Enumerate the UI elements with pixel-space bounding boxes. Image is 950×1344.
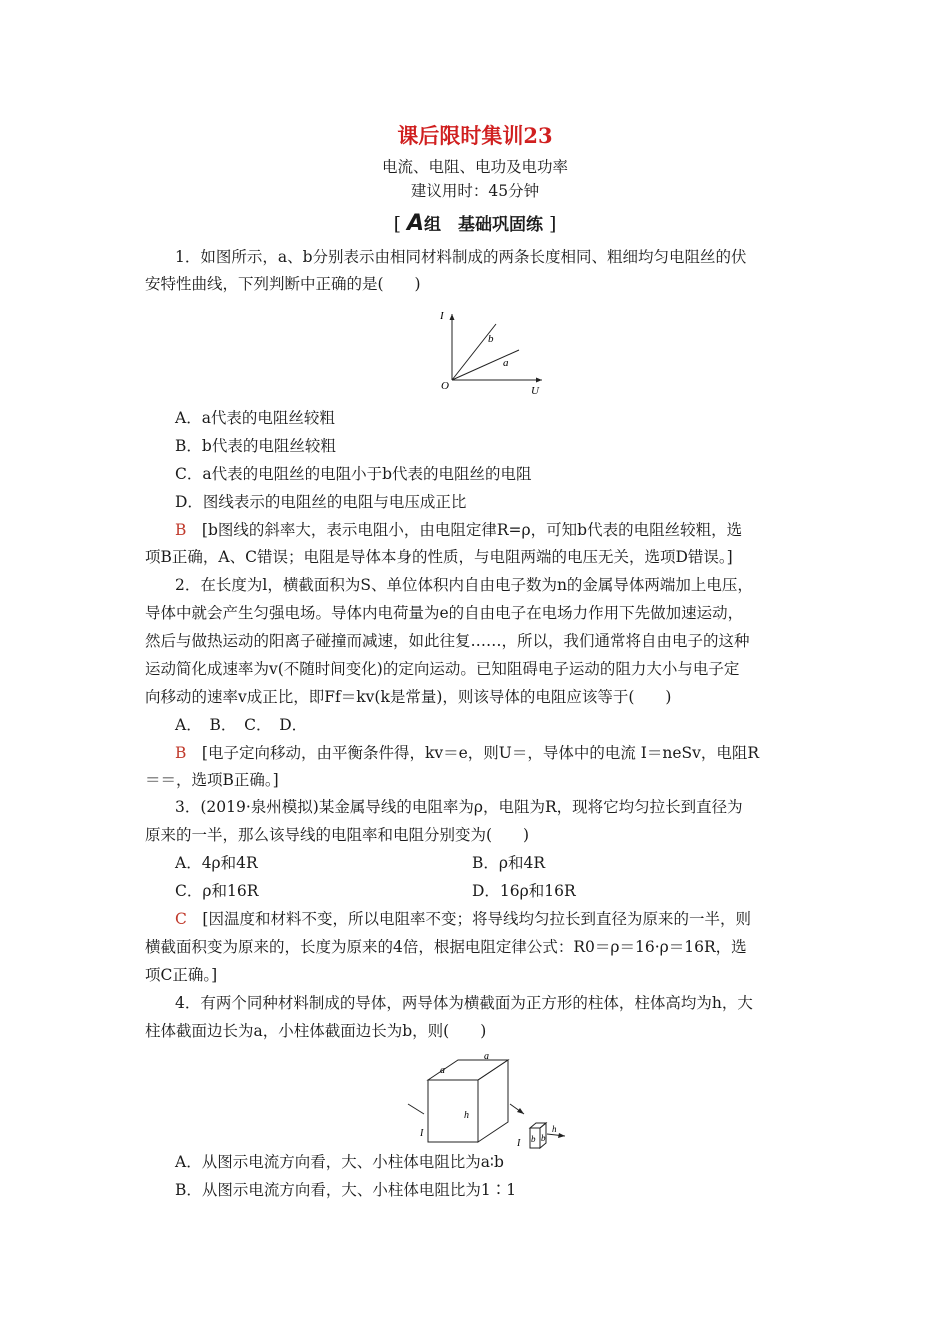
q2-answer-text1: [电子定向移动，由平衡条件得，kv＝e，则U＝，导体中的电流 I＝neSv，电阻R: [201, 744, 760, 762]
q4-option-a: A．从图示电流方向看，大、小柱体电阻比为a∶b: [175, 1153, 504, 1171]
small-b-label-1: b: [531, 1134, 536, 1144]
origin-label: O: [441, 380, 449, 392]
big-current-in: [408, 1104, 424, 1114]
group-close-bracket: ]: [548, 213, 557, 235]
q4-stem-line2: 柱体截面边长为a，小柱体截面边长为b，则( ): [145, 1022, 487, 1040]
line-b-label: b: [488, 333, 494, 345]
q1-iu-graph: [430, 308, 550, 400]
big-current-arrow: [517, 1108, 524, 1114]
q1-stem-line1: 1．如图所示，a、b分别表示由相同材料制成的两条长度相同、粗细均匀电阻丝的伏: [175, 248, 747, 266]
q2-answer-letter: B: [175, 744, 187, 762]
big-top-label-2: a: [484, 1051, 489, 1062]
q3-option-d: D．16ρ和16R: [472, 882, 576, 900]
q3-option-b: B．ρ和4R: [472, 854, 546, 872]
q4-stem-line1: 4．有两个同种材料制成的导体，两导体为横截面为正方形的柱体，柱体高均为h，大: [175, 994, 753, 1012]
axis-y-label: I: [440, 310, 444, 322]
q3-answer-letter: C: [175, 910, 187, 928]
q2-stem-line1: 2．在长度为l，横截面积为S、单位体积内自由电子数为n的金属导体两端加上电压，: [175, 576, 753, 594]
q1-option-a: A．a代表的电阻丝较粗: [175, 409, 335, 427]
q1-option-b: B．b代表的电阻丝较粗: [175, 437, 336, 455]
group-letter: A: [406, 211, 425, 236]
q3-answer-line3: 项C正确。]: [145, 966, 218, 984]
q1-answer-letter: B: [175, 521, 187, 539]
small-b-label-2: b: [541, 1133, 546, 1143]
q3-answer-line1: [175, 909, 751, 929]
q1-answer-text1: [b图线的斜率大，表示电阻小，由电阻定律R=ρ，可知b代表的电阻丝较粗，选: [201, 521, 743, 539]
q1-option-d: D．图线表示的电阻丝的电阻与电压成正比: [175, 493, 467, 511]
q1-option-c: C．a代表的电阻丝的电阻小于b代表的电阻丝的电阻: [175, 465, 532, 483]
q3-answer-line2: 横截面积变为原来的，长度为原来的4倍，根据电阻定律公式：R0＝ρ＝16·ρ＝16R，选: [145, 938, 747, 956]
line-a-label: a: [503, 357, 509, 369]
q3-stem-line2: 原来的一半，那么该导线的电阻率和电阻分别变为( ): [145, 826, 530, 844]
q3-option-a: A．4ρ和4R: [175, 854, 258, 872]
page-subtitle: 电流、电阻、电功及电功率: [381, 158, 568, 176]
q2-stem-line4: 运动简化成速率为v(不随时间变化)的定向运动。已知阻碍电子运动的阻力大小与电子定: [145, 660, 740, 678]
q1-answer-line1: [175, 520, 742, 540]
x-axis-arrow: [536, 378, 542, 383]
line-a: [452, 350, 519, 380]
q2-answer-line1: [175, 743, 759, 763]
q2-stem-line5: 向移动的速率v成正比，即Ff＝kv(k是常量)，则该导体的电阻应该等于( ): [145, 688, 672, 706]
group-open-bracket: [: [393, 213, 402, 235]
small-h-label: h: [552, 1124, 557, 1134]
q2-options: A． B． C． D．: [175, 716, 308, 734]
q3-stem-line1: 3．(2019·泉州模拟)某金属导线的电阻率为ρ，电阻为R，现将它均匀拉长到直径为: [175, 798, 743, 816]
q2-stem-line3: 然后与做热运动的阳离子碰撞而减速，如此往复……，所以，我们通常将自由电子的这种: [145, 632, 750, 650]
q2-stem-line2: 导体中就会产生匀强电场。导体内电荷量为e的自由电子在电场力作用下先做加速运动，: [145, 604, 744, 622]
q2-answer-line2: ＝＝，选项B正确。]: [145, 771, 279, 789]
small-current-label: I: [517, 1138, 521, 1149]
group-heading: [0, 212, 950, 237]
big-h-label: h: [464, 1110, 469, 1121]
group-label: 组 基础巩固练: [424, 215, 544, 235]
small-current-arrow: [558, 1133, 565, 1138]
y-axis-arrow: [450, 314, 455, 320]
page-title: 课后限时集训23: [397, 123, 553, 148]
axis-x-label: U: [531, 385, 539, 397]
big-cube-front: [428, 1080, 478, 1142]
big-cube-side: [478, 1060, 508, 1142]
q3-answer-text1: [因温度和材料不变，所以电阻率不变；将导线均匀拉长到直径为原来的一半，则: [202, 910, 751, 928]
q4-option-b: B．从图示电流方向看，大、小柱体电阻比为1∶1: [175, 1181, 517, 1199]
time-note: 建议用时：45分钟: [410, 182, 540, 200]
q1-stem-line2: 安特性曲线，下列判断中正确的是( ): [145, 275, 421, 293]
q1-answer-line2: 项B正确，A、C错误；电阻是导体本身的性质，与电阻两端的电压无关，选项D错误。]: [145, 548, 733, 566]
q4-cuboid-figure: [400, 1050, 570, 1150]
q3-option-c: C．ρ和16R: [175, 882, 259, 900]
big-current-label: I: [420, 1128, 424, 1139]
big-top-label-1: a: [440, 1065, 445, 1076]
